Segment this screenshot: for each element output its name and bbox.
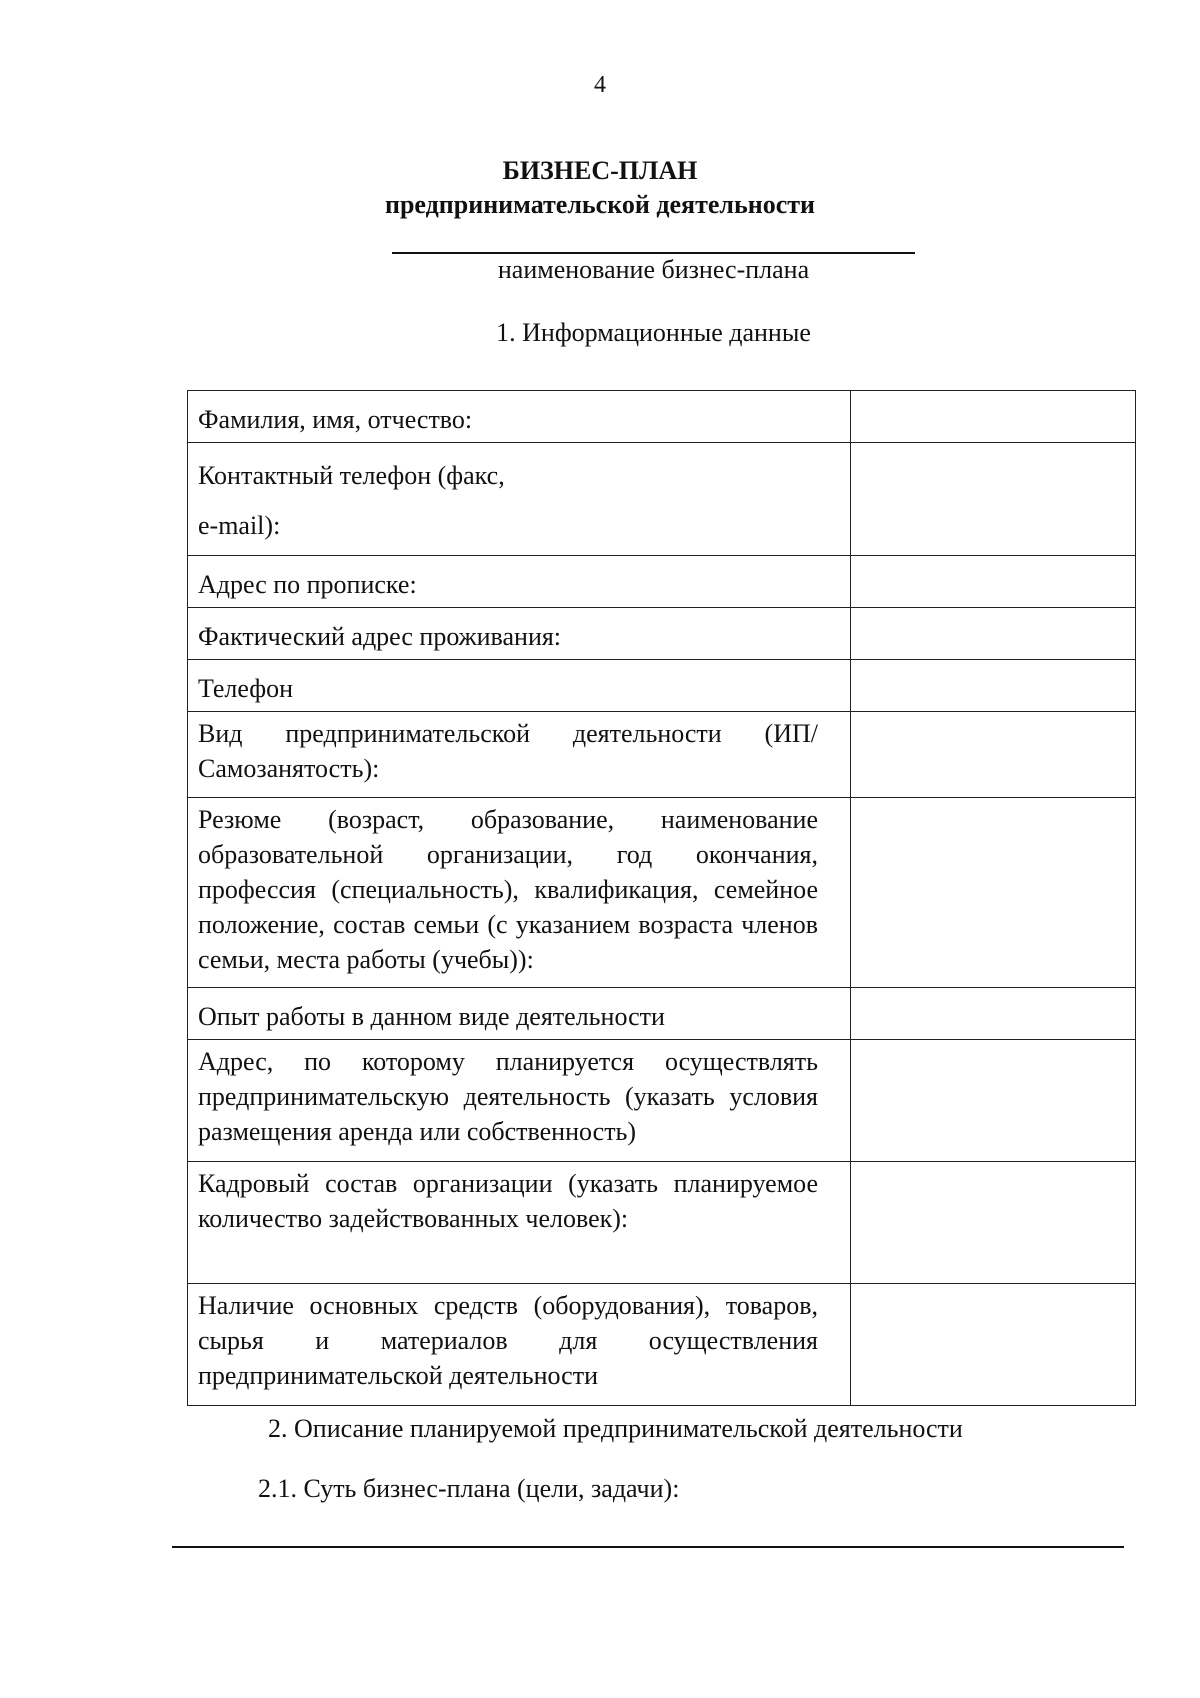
row-value-actual-address[interactable] bbox=[851, 608, 1136, 660]
table-row bbox=[188, 443, 1136, 556]
title-line-2: предпринимательской деятельности bbox=[384, 190, 815, 219]
section-2-heading: 2. Описание планируемой предпринимательской деятельности bbox=[268, 1414, 963, 1443]
table-row bbox=[188, 391, 1136, 443]
table-row bbox=[188, 1162, 1136, 1284]
table-row bbox=[188, 1040, 1136, 1162]
row-value-contact-phone[interactable] bbox=[851, 443, 1136, 556]
plan-name-blank-line[interactable] bbox=[392, 252, 915, 254]
row-value-experience[interactable] bbox=[851, 988, 1136, 1040]
contact-phone-label-line-2: e-mail): bbox=[198, 511, 281, 540]
page-number: 4 bbox=[594, 72, 606, 98]
row-label-resume: Резюме (возраст, образование, наименование образовательной организации, год окончания, профессия (специальность), квалификация, семейное положение, состав семьи (с указанием возраста членов семьи, места работы (учебы)): bbox=[188, 798, 851, 988]
row-value-registration-address[interactable] bbox=[851, 556, 1136, 608]
answer-blank-line[interactable] bbox=[172, 1546, 1124, 1548]
plan-name-caption: наименование бизнес-плана bbox=[497, 255, 810, 284]
info-table bbox=[187, 390, 1136, 1406]
row-label-staff: Кадровый состав организации (указать планируемое количество задействованных человек): bbox=[188, 1162, 851, 1284]
row-label-experience: Опыт работы в данном виде деятельности bbox=[188, 988, 851, 1040]
row-label-actual-address: Фактический адрес проживания: bbox=[188, 608, 851, 660]
row-value-resume[interactable] bbox=[851, 798, 1136, 988]
table-row bbox=[188, 798, 1136, 988]
contact-phone-label-line-1: Контактный телефон (факс, bbox=[198, 461, 505, 490]
row-label-registration-address: Адрес по прописке: bbox=[188, 556, 851, 608]
table-row bbox=[188, 712, 1136, 798]
row-label-activity-type: Вид предпринимательской деятельности (ИП/Самозанятость): bbox=[188, 712, 851, 798]
row-label-full-name: Фамилия, имя, отчество: bbox=[188, 391, 851, 443]
section-2-1-heading: 2.1. Суть бизнес-плана (цели, задачи): bbox=[258, 1474, 680, 1503]
row-value-business-address[interactable] bbox=[851, 1040, 1136, 1162]
row-value-staff[interactable] bbox=[851, 1162, 1136, 1284]
table-row bbox=[188, 608, 1136, 660]
table-row bbox=[188, 556, 1136, 608]
row-label-phone: Телефон bbox=[188, 660, 851, 712]
row-value-phone[interactable] bbox=[851, 660, 1136, 712]
title-line-1: БИЗНЕС-ПЛАН bbox=[502, 156, 698, 185]
row-label-contact-phone bbox=[188, 443, 851, 556]
table-row bbox=[188, 660, 1136, 712]
row-value-full-name[interactable] bbox=[851, 391, 1136, 443]
row-label-fixed-assets: Наличие основных средств (оборудования), товаров, сырья и материалов для осуществления предпринимательской деятельности bbox=[188, 1284, 851, 1406]
row-value-activity-type[interactable] bbox=[851, 712, 1136, 798]
table-row bbox=[188, 1284, 1136, 1406]
row-value-fixed-assets[interactable] bbox=[851, 1284, 1136, 1406]
table-row bbox=[188, 988, 1136, 1040]
row-label-business-address: Адрес, по которому планируется осуществлять предпринимательскую деятельность (указать условия размещения аренда или собственность) bbox=[188, 1040, 851, 1162]
section-1-heading: 1. Информационные данные bbox=[496, 318, 811, 347]
